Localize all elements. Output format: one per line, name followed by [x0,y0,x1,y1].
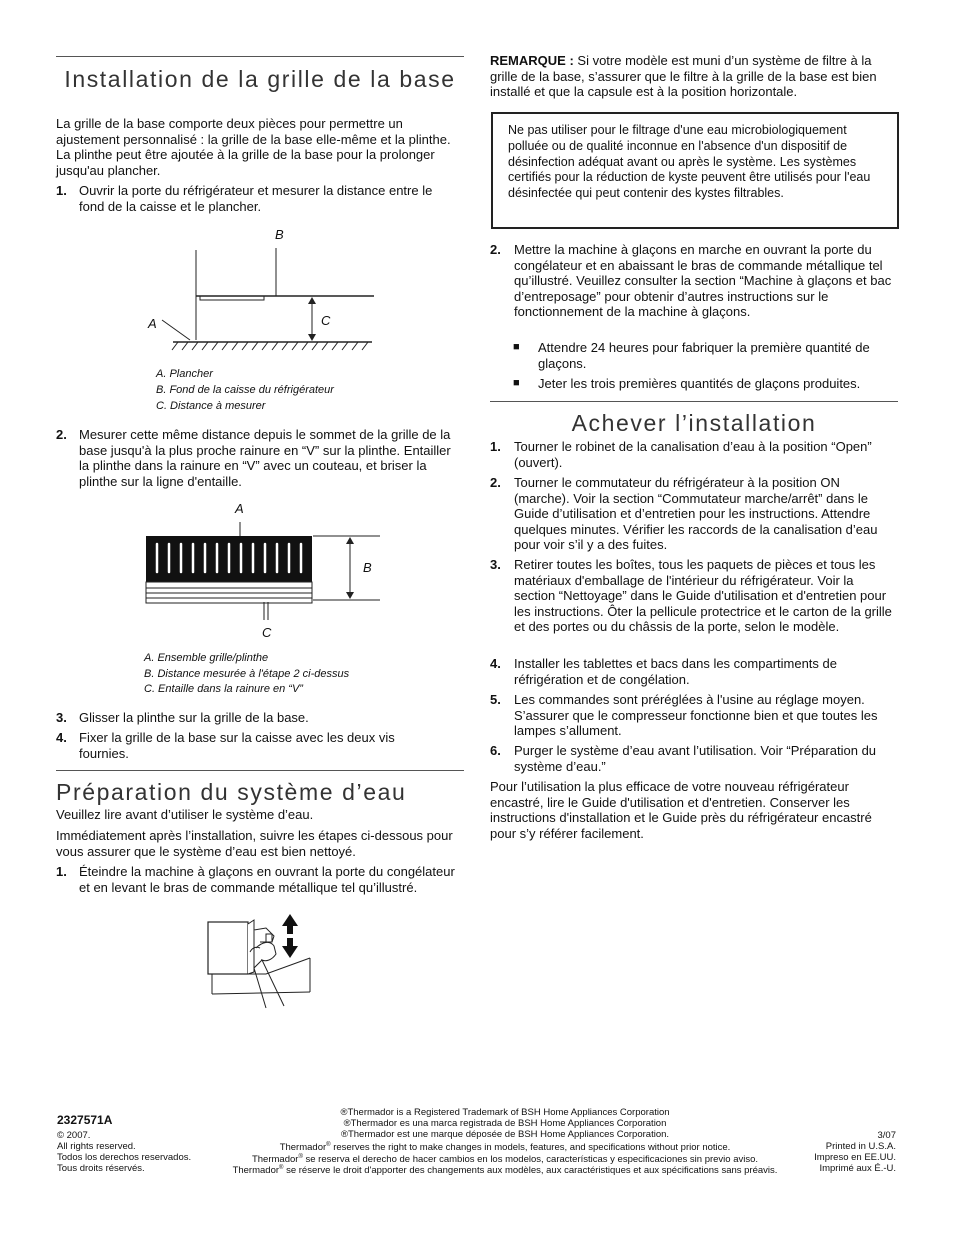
notice-en-text: reserves the right to make changes in models, features, and specifications without prior notice. [330,1142,731,1154]
remark-text: Si votre modèle est muni d’un système de filtre à la grille de la base, s’assurer que le filtre à la grille de la base est bien installé et que la capsule est à la position horizontale. [490,53,877,100]
ice-maker-illustration [206,912,316,1012]
fig2-caption-b: B. Distance mesurée à l'étape 2 ci-dessus [144,668,350,680]
finish-step-2: Tourner le commutateur du réfrigérateur à la position ON (marche). Voir la section “Commutateur marche/arrêt” dans le Guide d’utilisation et d’entretien pour les instructions. Attendre quelques minutes. Vérifier les raccords de la canalisation d’eau pour voir s’il y a des fuites. [514,475,878,553]
fig2-label-b: B [363,560,372,575]
step-number: 2. [490,475,501,490]
step-number: 6. [490,743,501,758]
bullet-square-icon: ■ [513,377,520,389]
step-number: 3. [56,710,67,725]
notice-es-text: se reserva el derecho de hacer cambios en los modelos, características y especificaciones sin previo aviso. [302,1154,759,1166]
finish-step-4: Installer les tablettes et bacs dans les compartiments de réfrigération et de congélation. [514,656,837,687]
grille-plinth-diagram [140,520,390,630]
step-number: 3. [490,557,501,572]
closing-paragraph: Pour l’utilisation la plus efficace de votre nouveau réfrigérateur encastré, lire le Guide d'utilisation et d'entretien. Conserver les instructions d'installation et le Guide près du réfrigérateur encastré pour s’y référer facilement. [490,779,872,841]
section-rule [56,770,464,771]
fig2-caption-c: C. Entaille dans la rainure en “V” [144,683,303,695]
finish-step-3: Retirer toutes les boîtes, tous les paquets de pièces et tous les matériaux d'emballage de l'intérieur du réfrigérateur. Voir la section “Nettoyage” dans le Guide d'utilisation et d'entretien pour les instructions. Ôter la pellicule protectrice et le carton de la grille et des portes ou du châssis de la porte, selon le modèle. [514,557,892,635]
step-number: 4. [56,730,67,745]
fig1-label-b: B [275,227,284,242]
section-title-water: Préparation du système d’eau [56,779,407,805]
water-step1: Éteindre la machine à glaçons en ouvrant la porte du congélateur et en levant le bras de commande métallique tel qu’illustré. [79,864,455,895]
section-title-finish: Achever l’installation [571,410,817,436]
grille-intro: La grille de la base comporte deux pièces pour permettre un ajustement personnalisé : la grille de la base elle-même et la plinthe. La plinthe peut être ajoutée à la grille de la base pour la prolonger jusqu'au plancher. [56,116,451,178]
fig1-label-a: A [148,316,157,331]
warning-text: Ne pas utiliser pour le filtrage d'une eau microbiologiquement polluée ou de qualité inconnue en l'absence d'un dispositif de désinfection adéquat avant ou après le système. Les systèmes certifiés pour la réduction de kyste peuvent être utilisés pour l'eau désinfectée qui peut contenir des kystes filtrables. [508,123,871,201]
fig1-caption-a: A. Plancher [156,368,213,380]
water-step2: Mettre la machine à glaçons en marche en ouvrant la porte du congélateur et en abaissant le bras de commande métallique tel qu’illustré. Veuillez consulter la section “Machine à glaçons et bac d’entreposage” pour obtenir d’autres instructions sur le fonctionnement de la machine à glaçons. [514,242,892,320]
grille-step2: Mesurer cette même distance depuis le sommet de la grille de la base jusqu'à la plus proche rainure en “V” sur la plinthe. Entailler la plinthe dans la rainure en “V” avec un couteau, et briser la plinthe sur la ligne d'entaille. [79,427,451,489]
registered-mark: ® [298,1154,303,1160]
notice-fr-text: se réserve le droit d'apporter des changements aux modèles, aux caractéristiques et aux spécifications sans préavis. [283,1165,778,1177]
bullet-square-icon: ■ [513,341,520,353]
bullet-item-2: Jeter les trois premières quantités de glaçons produites. [538,376,861,391]
remark-label: REMARQUE : [490,53,574,68]
step-number: 5. [490,692,501,707]
printed-es: Impreso en EE.UU. [814,1152,896,1163]
rights-fr: Tous droits réservés. [57,1163,145,1174]
brand-name: Thermador [279,1142,327,1154]
printed-en: Printed in U.S.A. [825,1141,896,1152]
rights-en: All rights reserved. [57,1141,136,1152]
fig1-label-c: C [321,313,331,328]
warning-box [491,112,899,229]
rights-es: Todos los derechos reservados. [57,1152,192,1163]
section-rule [490,401,898,402]
grille-step1: Ouvrir la porte du réfrigérateur et mesurer la distance entre le fond de la caisse et le plancher. [79,183,433,214]
bullet-item-1: Attendre 24 heures pour fabriquer la première quantité de glaçons. [538,340,870,371]
brand-name: Thermador [232,1165,280,1177]
water-p2: Immédiatement après l’installation, suivre les étapes ci-dessous pour vous assurer que le système d’eau est bien nettoyé. [56,828,453,859]
trademark-es: ®Thermador es una marca registrada de BSH Home Appliances Corporation [343,1118,667,1129]
step-number: 1. [56,864,67,879]
step-number: 2. [490,242,501,257]
fig2-label-a: A [235,501,244,516]
step-number: 1. [56,183,67,198]
grille-step4: Fixer la grille de la base sur la caisse avec les deux vis fournies. [79,730,395,761]
copyright: © 2007. [57,1130,91,1141]
finish-step-1: Tourner le robinet de la canalisation d’eau à la position “Open” (ouvert). [514,439,872,470]
fig2-label-c: C [262,625,272,640]
fig1-caption-b: B. Fond de la caisse du réfrigérateur [156,384,334,396]
step-number: 1. [490,439,501,454]
water-p1: Veuillez lire avant d’utiliser le système d’eau. [56,807,314,822]
fig2-caption-a: A. Ensemble grille/plinthe [144,652,269,664]
remark-paragraph [490,53,898,100]
step-number: 4. [490,656,501,671]
top-rule-left [56,56,464,57]
registered-mark: ® [279,1165,284,1171]
fig1-caption-c: C. Distance à mesurer [156,400,266,412]
print-date: 3/07 [877,1130,896,1141]
registered-mark: ® [326,1142,331,1148]
finish-step-5: Les commandes sont préréglées à l'usine au réglage moyen. S’assurer que le compresseur fonctionne bien et que toutes les lampes s’allument. [514,692,878,739]
section-title-grille: Installation de la grille de la base [64,66,456,92]
finish-step-6: Purger le système d’eau avant l’utilisation. Voir “Préparation du système d’eau.” [514,743,877,774]
part-number: 2327571A [57,1113,113,1127]
trademark-fr: ®Thermador est une marque déposée de BSH Home Appliances Corporation. [340,1129,670,1140]
trademark-en: ®Thermador is a Registered Trademark of BSH Home Appliances Corporation [340,1107,670,1118]
floor-measurement-diagram [150,228,390,368]
step-number: 2. [56,427,67,442]
printed-fr: Imprimé aux É.-U. [819,1163,896,1174]
notice-fr [205,1163,805,1176]
grille-step3: Glisser la plinthe sur la grille de la base. [79,710,309,725]
brand-name: Thermador [251,1154,299,1166]
